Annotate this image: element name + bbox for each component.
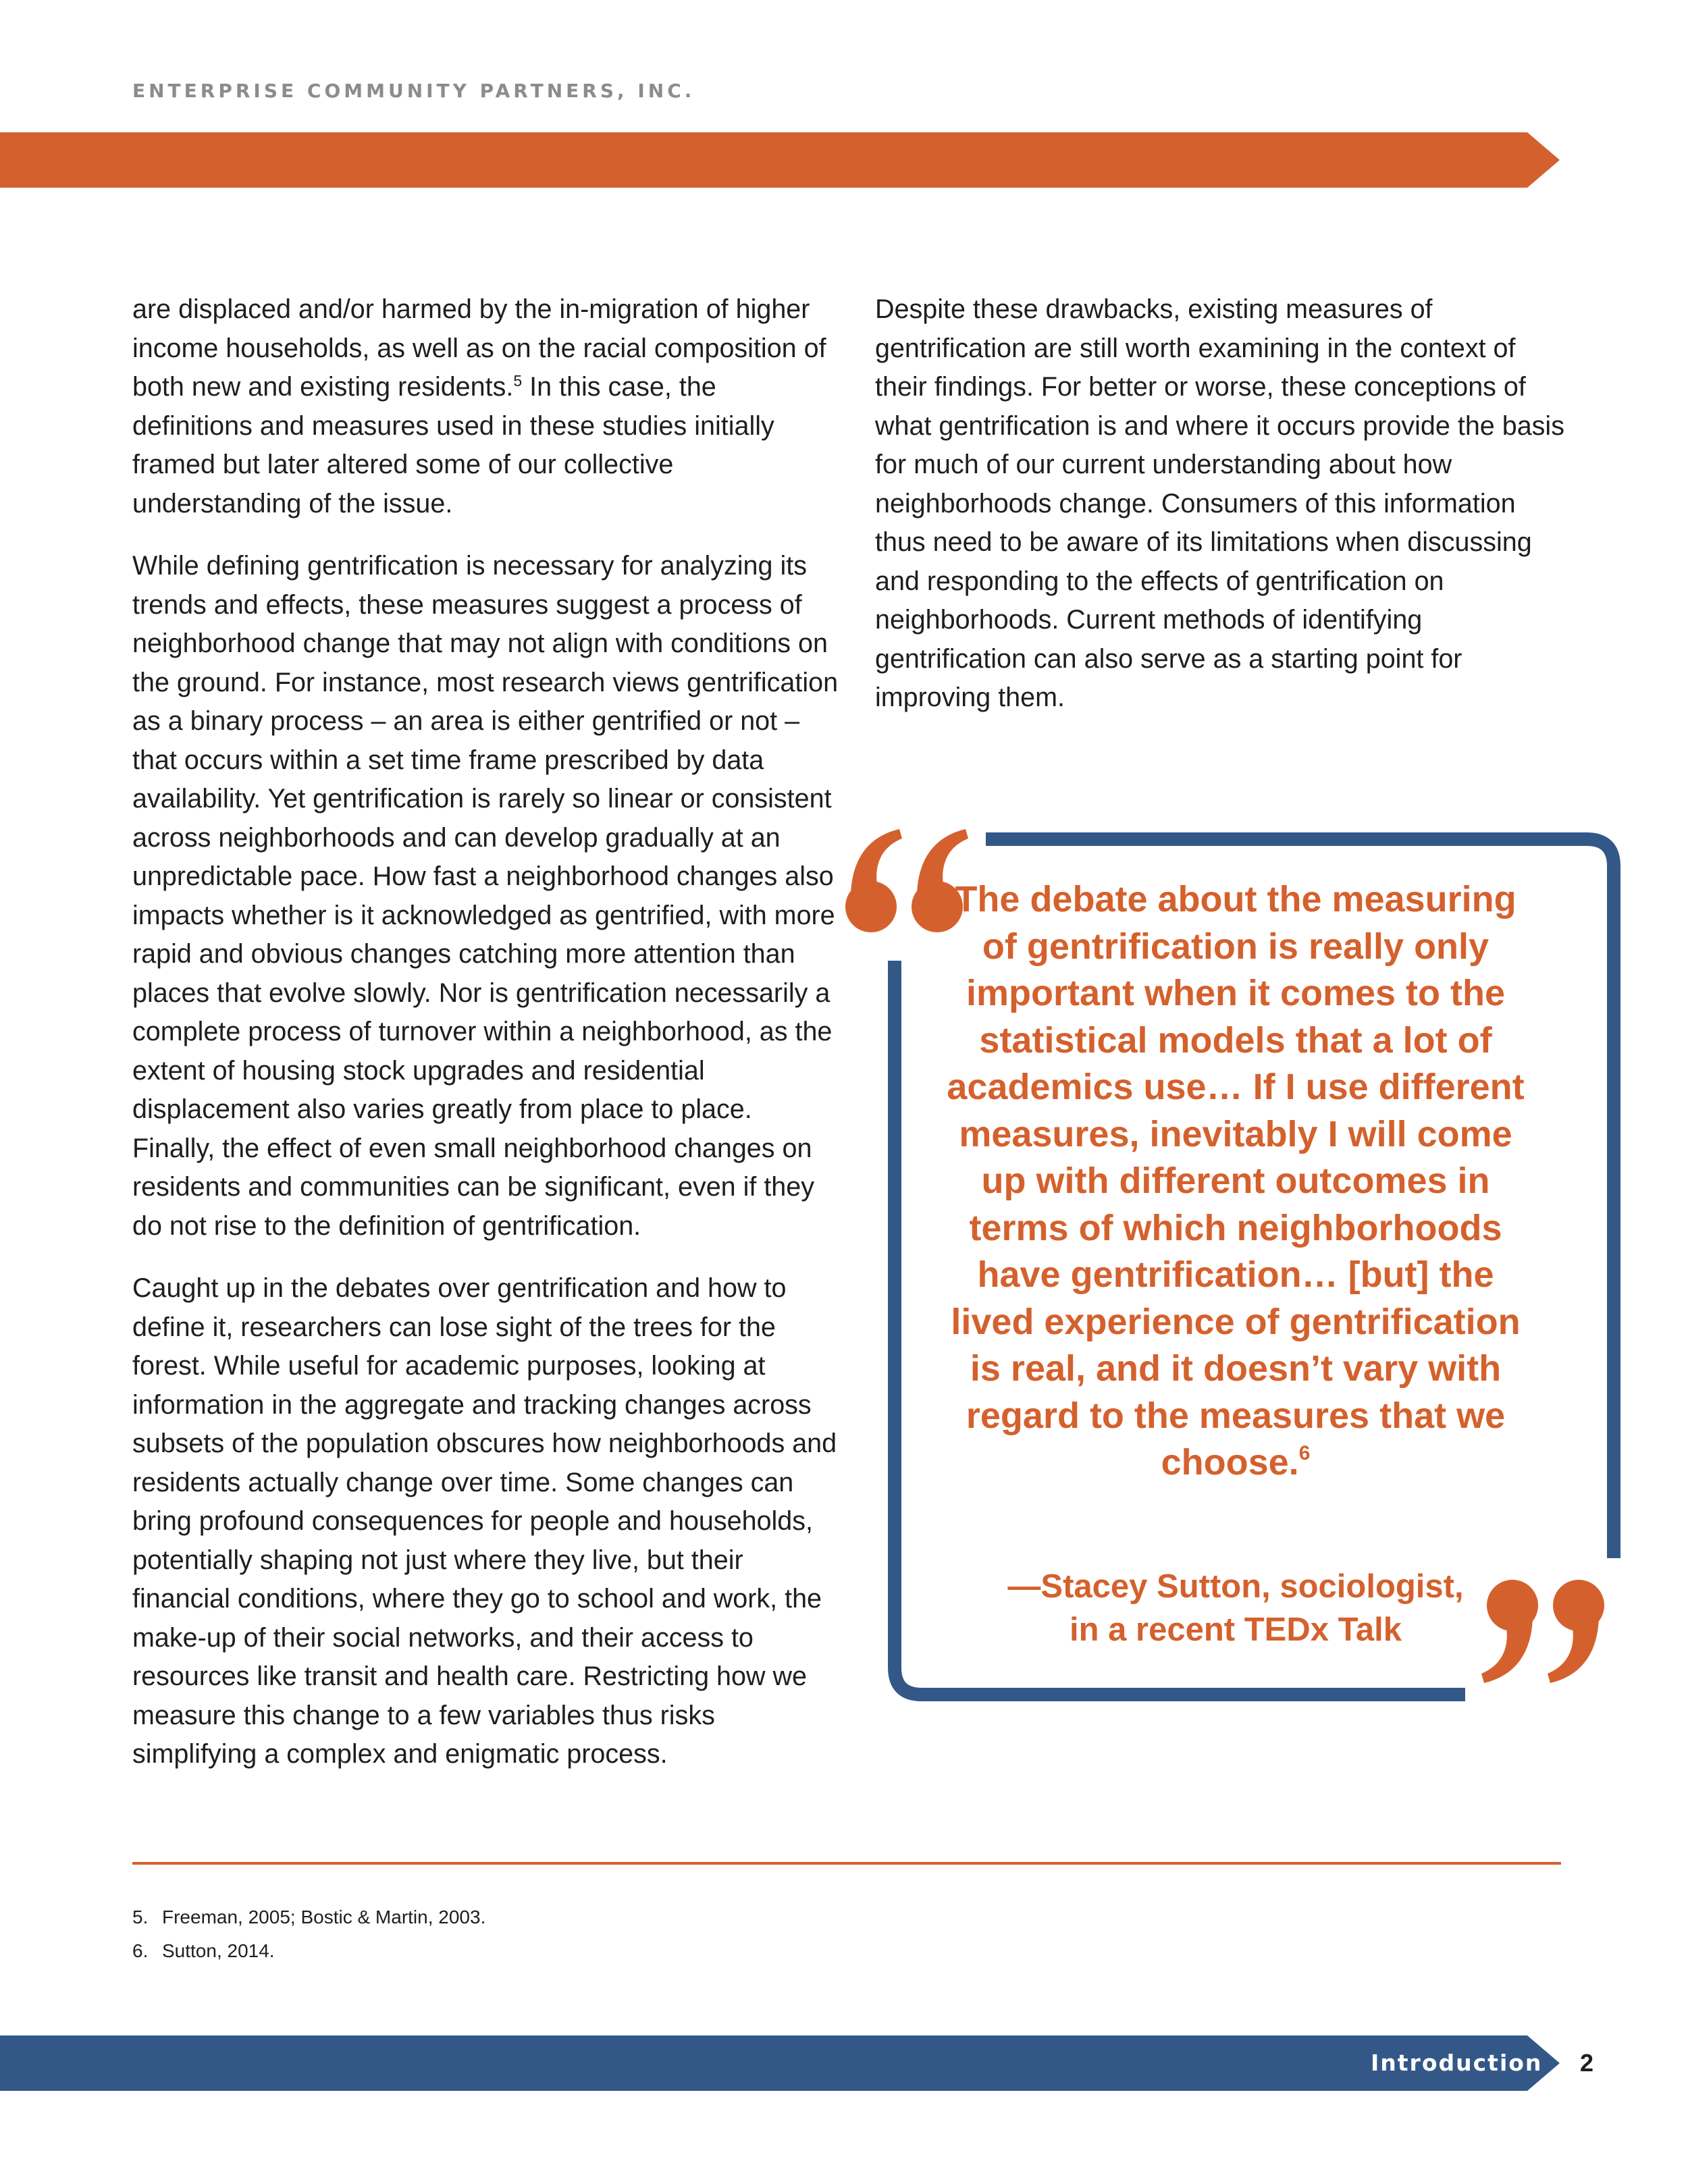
footnote-item: 6. Sutton, 2014.: [132, 1940, 275, 1961]
left-paragraph-2: While defining gentrification is necessary for analyzing its trends and effects, these measures suggest a process of neighborhood change that may not align with conditions on the ground. For instance, most research views gentrification as a binary process – an area is either gentrified or not – that occurs within a set time frame prescribed by data availability. Yet gentrification is rarely so linear or consistent across neighborhoods and can develop gradually at an unpredictable pace. How fast a neighborhood changes also impacts whether is it acknowledged as gentrified, with more rapid and obvious changes catching more attention than places that evolve slowly. Nor is gentrification necessarily a complete process of turnover within a neighborhood, as the extent of housing stock upgrades and residential displacement also varies greatly from place to place. Finally, the effect of even small neighborhood changes on residents and communities can be significant, even if they do not rise to the definition of gentrification.: [132, 551, 839, 1241]
footnote-ref-6[interactable]: 6: [1298, 1442, 1311, 1464]
footnote-item: 5. Freeman, 2005; Bostic & Martin, 2003.: [132, 1907, 486, 1927]
page-number: 2: [1580, 2049, 1594, 2077]
left-paragraph-3: Caught up in the debates over gentrification and how to define it, researchers can lose sight of the trees for the forest. While useful for academic purposes, looking at information in the aggregate and tracking changes across subsets of the population obscures how neighborhoods and residents actually change over time. Some changes can bring profound consequences for people and households, potentially shaping not just where they live, but their financial conditions, where they go to school and work, the make-up of their social networks, and their access to resources like transit and health care. Restricting how we measure this change to a few variables thus risks simplifying a complex and enigmatic process.: [132, 1273, 837, 1769]
attribution-line-2: in a recent TEDx Talk: [1070, 1612, 1402, 1648]
left-paragraph-1: are displaced and/or harmed by the in-migration of higher income households, as well as on the racial composition of both new and existing residents.$^5$ In this case, the definitions and measures used in these studies initially framed but later altered some of our collective understanding of the issue.: [132, 294, 826, 518]
right-column: [875, 290, 1571, 741]
section-label[interactable]: Introduction: [1371, 2050, 1543, 2076]
footer-banner: [0, 2035, 1560, 2091]
right-paragraph-1: Despite these drawbacks, existing measures of gentrification are still worth examining in the context of their findings. For better or worse, these conceptions of what gentrification is and where it occurs provide the basis for much of our current understanding about how neighborhoods change. Consumers of this information thus need to be aware of its limitations when discussing and responding to the effects of gentrification on neighborhoods. Current methods of identifying gentrification can also serve as a starting point for improving them.: [875, 294, 1564, 712]
pull-quote-attribution: [939, 1565, 1533, 1651]
pull-quote-text: The debate about the measuring of gentrification is really only important when it comes to the statistical models that a lot of academics use… If I use different measures, inevitably I will come up with different outcomes in terms of which neighborhoods have gentrification… [but] the lived experience of gentrification is real, and it doesn’t vary with regard to the measures that we choose.$^6$: [947, 879, 1525, 1483]
footnote-divider: [132, 1862, 1561, 1865]
header-banner: [0, 132, 1560, 188]
attribution-line-1: —Stacey Sutton, sociologist,: [1007, 1568, 1464, 1605]
left-column: [132, 290, 841, 1798]
footnote-ref-5[interactable]: 5: [513, 372, 523, 390]
org-name: ENTERPRISE COMMUNITY PARTNERS, INC.: [132, 80, 695, 102]
footnotes: [132, 1900, 485, 1968]
